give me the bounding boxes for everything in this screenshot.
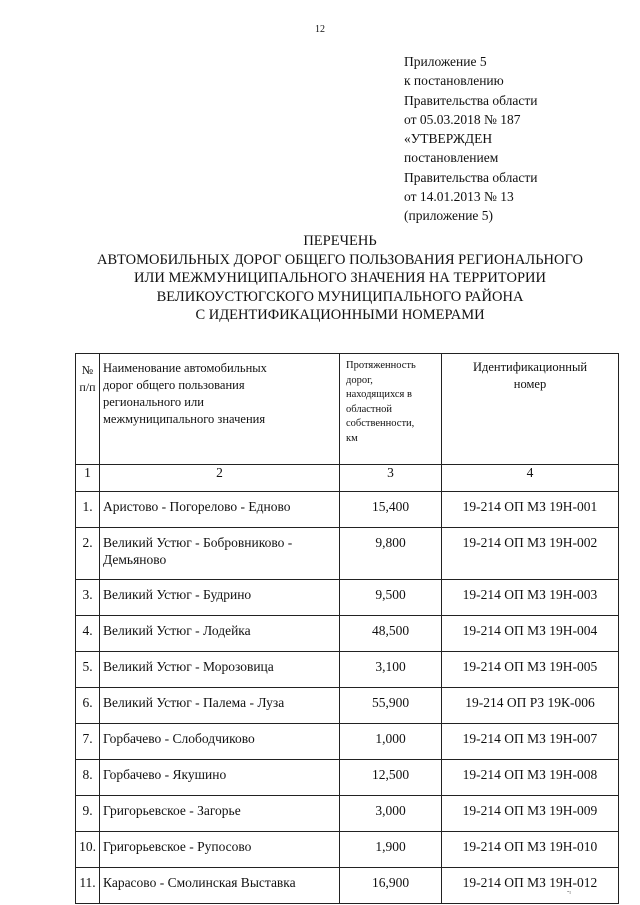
header-id [442,354,619,465]
header-text: дорог, [346,374,373,386]
header-length [340,354,442,465]
header-text: Наименование автомобильных [103,361,267,375]
row-number: 5. [76,652,100,688]
table-row [76,528,619,580]
road-name-line: Демьяново [103,552,167,567]
title-line: АВТОМОБИЛЬНЫХ ДОРОГ ОБЩЕГО ПОЛЬЗОВАНИЯ РЕГИОНАЛЬНОГО [97,251,583,268]
table-row [76,868,619,904]
appendix-line: (приложение 5) [404,208,494,224]
road-name-line: Григорьевское - Рупосово [103,839,252,854]
road-id: 19-214 ОП РЗ 19К-006 [442,688,619,724]
road-length: 3,000 [340,796,442,832]
road-length: 48,500 [340,616,442,652]
road-name [100,652,340,688]
road-name [100,688,340,724]
appendix-line: Приложение 5 [404,54,487,69]
header-text: областной [346,403,392,415]
row-number: 9. [76,796,100,832]
road-length: 16,900 [340,868,442,904]
header-text: номер [513,377,547,391]
row-number: 10. [76,832,100,868]
road-name-line: Горбачево - Слободчиково [103,731,255,746]
road-id: 19-214 ОП МЗ 19Н-001 [442,492,619,528]
header-text: № [81,363,94,377]
road-name [100,492,340,528]
road-id: 19-214 ОП МЗ 19Н-003 [442,580,619,616]
table-row [76,760,619,796]
road-name [100,832,340,868]
column-index-row [76,465,619,492]
table-row [76,580,619,616]
road-name-line: Григорьевское - Загорье [103,803,241,818]
table-row [76,796,619,832]
title-line: С ИДЕНТИФИКАЦИОННЫМИ НОМЕРАМИ [195,307,485,324]
header-text: находящихся в [346,389,412,400]
road-length: 55,900 [340,688,442,724]
road-name-line: Великий Устюг - Морозовица [103,659,274,674]
column-index: 4 [442,465,619,492]
road-id: 19-214 ОП МЗ 19Н-007 [442,724,619,760]
road-length: 1,000 [340,724,442,760]
road-length: 15,400 [340,492,442,528]
appendix-line: Правительства области [404,169,538,185]
row-number: 11. [76,868,100,904]
road-id: 19-214 ОП МЗ 19Н-004 [442,616,619,652]
table-row [76,492,619,528]
row-number: 4. [76,616,100,652]
page-number: 12 [315,24,325,35]
header-name [100,354,340,465]
header-text: дорог общего пользования [103,378,245,392]
appendix-line: от 14.01.2013 № 13 [404,189,514,205]
road-id: 19-214 ОП МЗ 19Н-010 [442,832,619,868]
table-header-row [76,354,619,465]
road-length: 9,500 [340,580,442,616]
road-name-line: Великий Устюг - Будрино [103,587,252,602]
column-index: 1 [76,465,100,492]
road-name-line: Великий Устюг - Бобровниково - [103,535,293,550]
header-text: собственности, [346,418,415,429]
road-id: 19-214 ОП МЗ 19Н-002 [442,528,619,580]
road-name-line: Горбачево - Якушино [103,767,227,782]
roads-table [75,353,619,904]
appendix-line: «УТВЕРЖДЕН [404,131,493,147]
table-row [76,832,619,868]
column-index: 2 [100,465,340,492]
road-length: 1,900 [340,832,442,868]
header-text: межмуниципального значения [103,412,266,426]
row-number: 7. [76,724,100,760]
road-name [100,528,340,580]
road-id: 19-214 ОП МЗ 19Н-008 [442,760,619,796]
road-id: 19-214 ОП МЗ 19Н-005 [442,652,619,688]
header-text: км [346,432,358,444]
title-line: ПЕРЕЧЕНЬ [303,233,377,249]
appendix-line: от 05.03.2018 № 187 [404,111,521,127]
row-number: 8. [76,760,100,796]
road-length: 12,500 [340,760,442,796]
road-name [100,580,340,616]
road-name [100,760,340,796]
road-id: 19-214 ОП МЗ 19Н-009 [442,796,619,832]
table-row [76,724,619,760]
road-name [100,616,340,652]
appendix-line: постановлением [404,150,499,166]
header-num [76,354,100,465]
table-row [76,652,619,688]
row-number: 1. [76,492,100,528]
road-name-line: Великий Устюг - Палема - Луза [103,695,285,710]
road-name [100,868,340,904]
row-number: 3. [76,580,100,616]
road-id: 19-214 ОП МЗ 19Н-012 [442,868,619,904]
header-text: Идентификационный [472,360,588,374]
header-text: Протяженность [346,360,416,371]
header-text: регионального или [103,395,204,409]
row-number: 2. [76,528,100,580]
row-number: 6. [76,688,100,724]
road-name-line: Великий Устюг - Лодейка [103,623,251,638]
appendix-line: к постановлению [404,73,504,89]
table-row [76,688,619,724]
appendix-block [404,52,634,226]
appendix-line: Правительства области [404,92,538,108]
header-text: п/п [79,380,96,394]
road-length: 9,800 [340,528,442,580]
column-index: 3 [340,465,442,492]
document-title [60,232,620,325]
table-row [76,616,619,652]
road-name-line: Карасово - Смолинская Выставка [103,875,296,890]
corner-mark: ˘ᴵ [567,890,571,898]
title-line: ВЕЛИКОУСТЮГСКОГО МУНИЦИПАЛЬНОГО РАЙОНА [156,288,524,305]
road-name [100,796,340,832]
road-name [100,724,340,760]
road-length: 3,100 [340,652,442,688]
title-line: ИЛИ МЕЖМУНИЦИПАЛЬНОГО ЗНАЧЕНИЯ НА ТЕРРИТОРИИ [134,270,546,287]
road-name-line: Аристово - Погорелово - Едново [103,499,291,514]
